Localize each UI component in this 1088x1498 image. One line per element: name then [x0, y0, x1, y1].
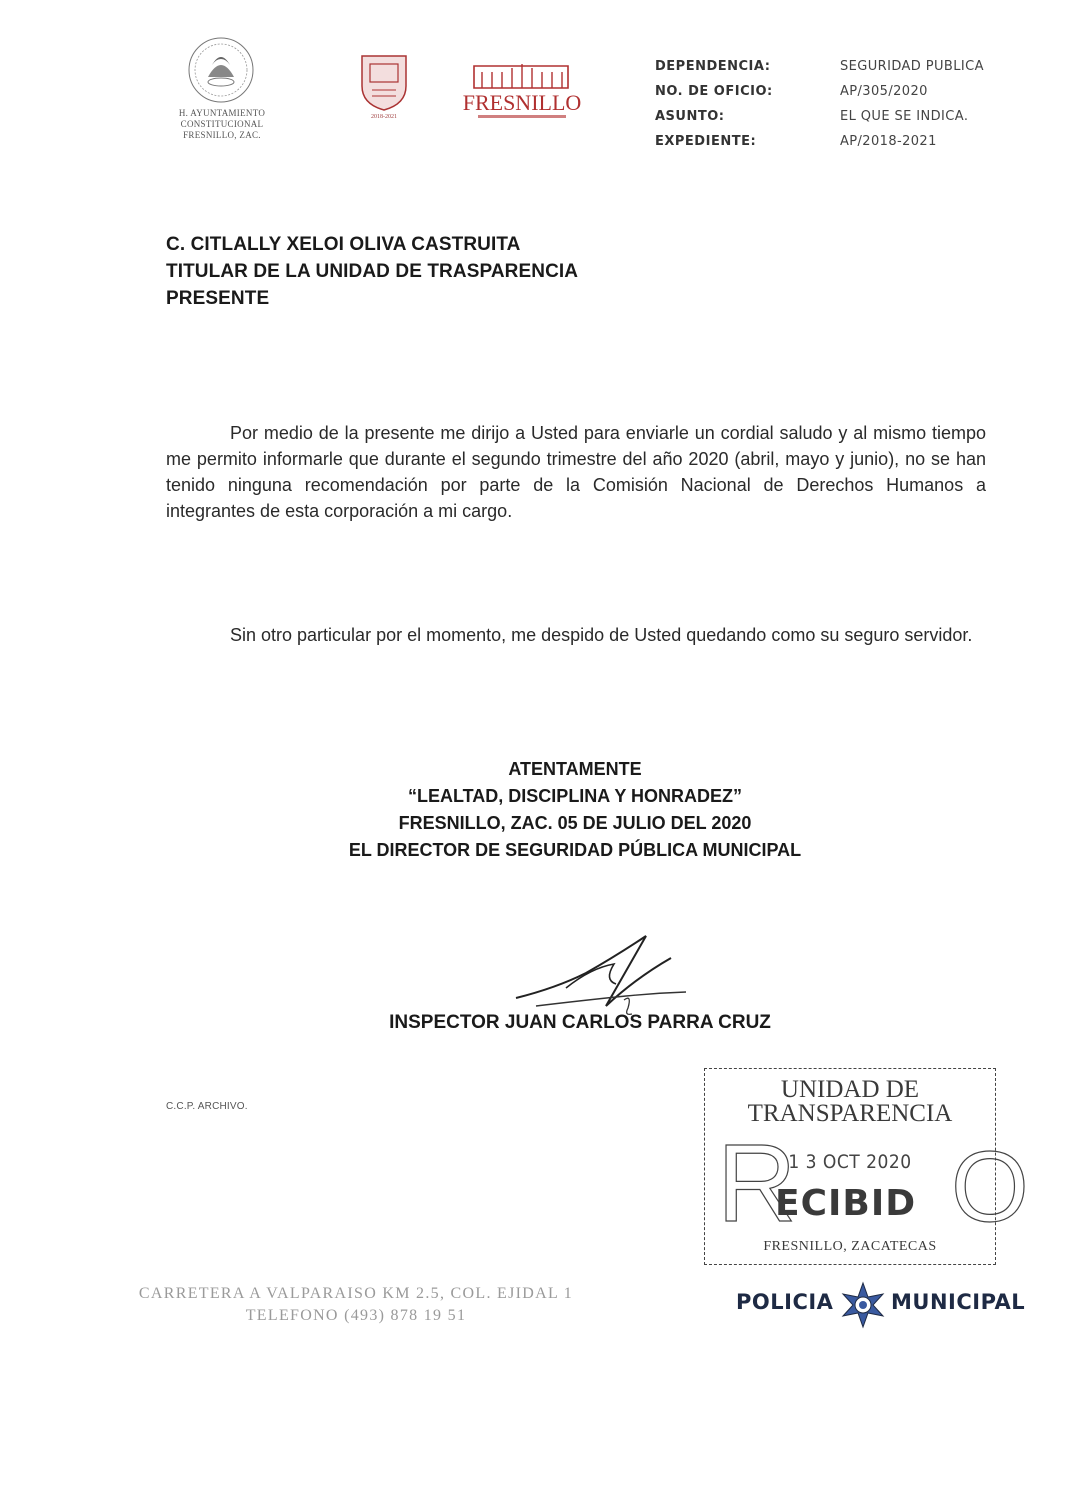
coat-of-arms-seal-icon	[178, 35, 264, 105]
closing-block	[270, 756, 880, 864]
svg-text:O: O	[951, 1131, 1029, 1243]
header-values	[840, 54, 984, 154]
closing-place-date: FRESNILLO, ZAC. 05 DE JULIO DEL 2020	[398, 813, 752, 833]
seal-caption: H. AYUNTAMIENTO CONSTITUCIONAL FRESNILLO, ZAC.	[178, 108, 266, 140]
label-asunto: ASUNTO:	[655, 109, 725, 124]
footer-address-line-2: TELEFONO (493) 878 19 51	[245, 1307, 467, 1324]
recipient-presente: PRESENTE	[166, 288, 270, 309]
footer-address-line-1: CARRETERA A VALPARAISO KM 2.5, COL. EJIDAL 1	[138, 1285, 574, 1302]
ccp-note: C.C.P. ARCHIVO.	[166, 1101, 248, 1112]
stamp-title-2: TRANSPARENCIA	[747, 1100, 953, 1127]
brand-text-left: POLICIA	[736, 1290, 834, 1314]
body-paragraph-2: Sin otro particular por el momento, me despido de Usted quedando como su seguro servidor.	[230, 625, 973, 645]
label-oficio: NO. DE OFICIO:	[655, 84, 773, 99]
stamp-title-1: UNIDAD DE	[780, 1076, 920, 1103]
police-star-badge-icon	[840, 1282, 886, 1328]
received-stamp	[704, 1068, 1029, 1265]
value-asunto: EL QUE SE INDICA.	[840, 109, 969, 124]
body-paragraph-1: Por medio de la presente me dirijo a Usted para enviarle un cordial saludo y al mismo tiempo me permito informarle que durante el segundo trimestre del año 2020 (abril, mayo y junio), no se han tenido ninguna recomendación por parte de la Comisión Nacional de Derechos Humanos a integrantes de esta corporación a mi cargo.	[166, 423, 986, 521]
closing-motto: “LEALTAD, DISCIPLINA Y HONRADEZ”	[407, 786, 742, 806]
recipient-block	[166, 231, 578, 312]
policia-municipal-brand	[736, 1290, 1036, 1330]
header-labels	[655, 54, 773, 154]
fresnillo-logo-text: FRESNILLO	[462, 90, 582, 115]
stamp-date: 1 3 OCT 2020	[788, 1151, 912, 1173]
recipient-name: C. CITLALLY XELOI OLIVA CASTRUITA	[166, 234, 521, 255]
fresnillo-logo	[456, 58, 588, 124]
value-dependencia: SEGURIDAD PUBLICA	[840, 59, 984, 74]
recipient-title: TITULAR DE LA UNIDAD DE TRASPARENCIA	[166, 261, 579, 282]
label-dependencia: DEPENDENCIA:	[655, 59, 771, 74]
value-expediente: AP/2018-2021	[840, 134, 937, 149]
municipal-shield-icon	[358, 52, 410, 114]
signer-name: INSPECTOR JUAN CARLOS PARRA CRUZ	[389, 1012, 771, 1033]
stamp-big-letter-right	[951, 1129, 1029, 1243]
stamp-city: FRESNILLO, ZACATECAS	[763, 1239, 937, 1254]
stamp-big-letter-left	[715, 1122, 797, 1245]
closing-atentamente: ATENTAMENTE	[508, 759, 642, 779]
footer-address	[96, 1283, 616, 1327]
stamp-word: ECIBID	[775, 1183, 917, 1224]
value-oficio: AP/305/2020	[840, 84, 928, 99]
label-expediente: EXPEDIENTE:	[655, 134, 757, 149]
closing-position: EL DIRECTOR DE SEGURIDAD PÚBLICA MUNICIPAL	[348, 840, 802, 860]
shield-caption: 2018-2021	[371, 114, 397, 120]
svg-text:R: R	[717, 1122, 797, 1245]
brand-text-right: MUNICIPAL	[891, 1290, 1026, 1314]
